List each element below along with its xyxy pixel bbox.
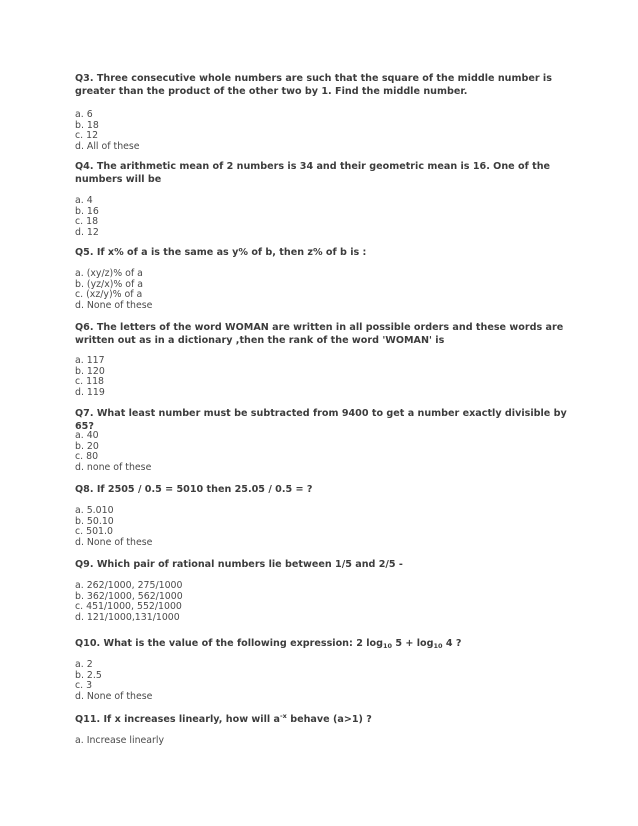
question-6: Q6. The letters of the word WOMAN are written in all possible orders and these words are written out as in a dictionary ,then the rank of the word 'WOMAN' is (75, 322, 564, 346)
option: a. 117 (75, 355, 105, 366)
question-8: Q8. If 2505 / 0.5 = 5010 then 25.05 / 0.5 = ? (75, 484, 313, 495)
option: b. 50.10 (75, 515, 114, 527)
question-6-options (75, 356, 105, 399)
option: b. 120 (75, 365, 105, 377)
question-7-options (75, 431, 151, 474)
option: a. 4 (75, 195, 93, 206)
option: c. 501.0 (75, 526, 113, 538)
question-5: Q5. If x% of a is the same as y% of b, then z% of b is : (75, 247, 367, 258)
option: c. 118 (75, 376, 105, 388)
option: c. 3 (75, 680, 93, 692)
option: d. 119 (75, 387, 105, 399)
option: d. All of these (75, 141, 140, 153)
question-10-options (75, 660, 152, 703)
question-3-options (75, 110, 140, 153)
option: a. 2 (75, 659, 93, 670)
option: d. None of these (75, 300, 153, 312)
option: a. 262/1000, 275/1000 (75, 580, 183, 591)
question-7: Q7. What least number must be subtracted from 9400 to get a number exactly divisible by 65? (75, 408, 567, 432)
option: c. (xz/y)% of a (75, 289, 143, 301)
option: d. 12 (75, 227, 99, 239)
option: b. 362/1000, 562/1000 (75, 590, 183, 602)
question-8-options (75, 506, 152, 549)
question-5-options (75, 269, 152, 312)
option: a. Increase linearly (75, 735, 165, 746)
option: c. 18 (75, 216, 99, 228)
option: d. None of these (75, 537, 153, 549)
option: d. None of these (75, 691, 153, 703)
option: a. 6 (75, 109, 93, 120)
question-10: Q10. What is the value of the following expression: 2 $\log_{10} 5 + \log_{10} 4$ ? (75, 638, 462, 650)
option: c. 12 (75, 130, 99, 142)
question-11: Q11. If x increases linearly, how will $a^{-x}$ behave (a>1) ? (75, 712, 372, 725)
question-11-options (75, 736, 164, 747)
option: b. (yz/x)% of a (75, 278, 144, 290)
question-9-options (75, 581, 183, 624)
question-4-options (75, 196, 99, 239)
option: d. 121/1000,131/1000 (75, 612, 180, 624)
option: c. 451/1000, 552/1000 (75, 601, 182, 613)
option: b. 16 (75, 205, 99, 217)
option: a. (xy/z)% of a (75, 268, 143, 279)
option: d. none of these (75, 462, 152, 474)
option: c. 80 (75, 451, 99, 463)
question-9: Q9. Which pair of rational numbers lie between 1/5 and 2/5 - (75, 559, 403, 570)
option: b. 20 (75, 440, 99, 452)
question-3: Q3. Three consecutive whole numbers are such that the square of the middle number is greater than the product of the other two by 1. Find the middle number. (75, 73, 552, 97)
option: b. 2.5 (75, 669, 102, 681)
question-4: Q4. The arithmetic mean of 2 numbers is 34 and their geometric mean is 16. One of the numbers will be (75, 161, 551, 185)
option: a. 5.010 (75, 505, 114, 516)
option: b. 18 (75, 119, 99, 131)
option: a. 40 (75, 430, 99, 441)
